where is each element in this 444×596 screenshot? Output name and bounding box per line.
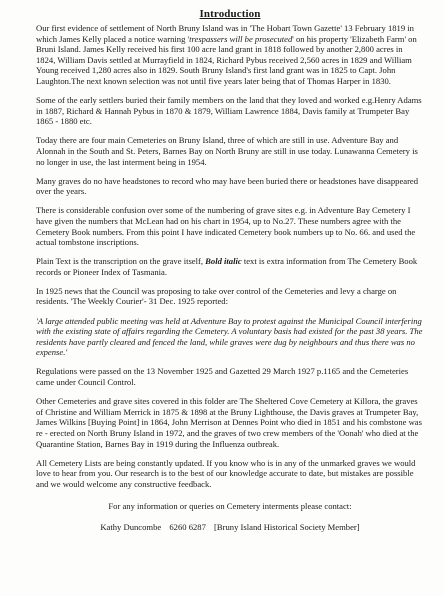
- paragraph-numbering: There is considerable confusion over some of the numbering of grave sites e.g. in Adventure Bay Cemetery I have given the numbers that McLean had on his chart in 1954, up to No.27. These numbers agree with the Cemetery Book numbers. From this point I have indicated Cemetery book numbers up to No. 66. and used the actual tombstone inscriptions.: [36, 205, 416, 248]
- paragraph-headstones: Many graves do no have headstones to record who may have been buried there or headstones have disappeared over the years.: [36, 175, 419, 197]
- contact-org: [Bruny Island Historical Society Member]: [214, 521, 360, 532]
- paragraph-settlement: [36, 23, 424, 87]
- text-run: Plain Text is the transcription on the grave itself,: [36, 256, 206, 267]
- contact-name: Kathy Duncombe: [100, 521, 162, 532]
- text-run: ' on his property 'Elizabeth Farm' on Bruni Island. James Kelly received his first 100 acre land grant in 1818 followed by another 2,800 acres in 1824, William Davis settled at Murrayfield in 1824, Richard Pybus received 2,560 acres in 1829 and William Young received 1,280 acres also in 1829. South Bruny Island's first land grant was in 1825 to Capt. John Laughton.The next known selection was not until five years later being that of Thomas Harper in 1830.: [36, 33, 417, 86]
- text-run: Our first evidence of settlement of North Bruny Island was in 'The Hobart Town Gazette' 13 February 1819 in which James Kelly placed a notice warning ': [36, 23, 414, 44]
- paragraph-updates: All Cemetery Lists are being constantly updated. If you know who is in any of the unmarked graves we would love to hear from you. Our research is to the best of our knowledge accurate to date, but mistakes are possible and we would welcome any constructive feedback.: [36, 457, 416, 489]
- paragraph-regulations: Regulations were passed on the 13 November 1925 and Gazetted 29 March 1927 p.1165 and the Cemeteries came under Council Control.: [36, 366, 409, 388]
- paragraph-early-settlers: Some of the early settlers buried their family members on the land that they loved and worked e.g.Henry Adams in 1887, Richard & Hannah Pybus in 1870 & 1879, William Lawrence 1884, Davis family at Trumpeter Bay 1865 - 1880 etc.: [36, 95, 422, 127]
- contact-intro: For any information or queries on Cemetery interments please contact:: [108, 501, 352, 512]
- paragraph-courier-quote: 'A large attended public meeting was held at Adventure Bay to protest against the Municipal Council interfering with the existing state of affairs regarding the Cemetery. A voluntary basis had existed for the past 38 years. The residents have partly cleared and fenced the land, while graves were dug by neighbours and thus there was no expense.': [36, 315, 423, 358]
- page-title: Introduction: [199, 8, 261, 20]
- paragraph-cemeteries: Today there are four main Cemeteries on Bruny Island, three of which are still in use. Adventure Bay and Alonnah in the South and St. Peters, Barnes Bay on North Bruny are still in use today. Lunawanna Cemetery is no longer in use, the last interment being in 1954.: [36, 135, 418, 167]
- contact-phone: 6260 6287: [169, 521, 206, 532]
- contact-line: [36, 522, 424, 532]
- italic-quote: trespassers will be prosecuted: [189, 33, 293, 44]
- bold-italic-text: Bold italic: [205, 256, 242, 267]
- paragraph-other-cemeteries: Other Cemeteries and grave sites covered in this folder are The Sheltered Cove Cemetery at Killora, the graves of Christine and William Merrick in 1875 & 1898 at the Bruny Lighthouse, the Davis graves at Trumpeter Bay, James Wilkins [Buying Point] in 1864, John Merrison at Dennes Point who died in 1851 and his combstone was re - erected on North Bruny Island in 1972, and the graves of two crew members of the 'Oonah' who died at the Quarantine Station, Barnes Bay in 1919 during the Influenza outbreak.: [36, 396, 422, 449]
- paragraph-text-legend: [36, 256, 424, 277]
- paragraph-council-news: In 1925 news that the Council was proposing to take over control of the Cemeteries and levy a charge on residents. 'The Weekly Courier'- 31 Dec. 1925 reported:: [36, 285, 397, 307]
- text-run: text is extra information from The Cemetery Book records or Pioneer Index of Tasmania.: [36, 256, 418, 277]
